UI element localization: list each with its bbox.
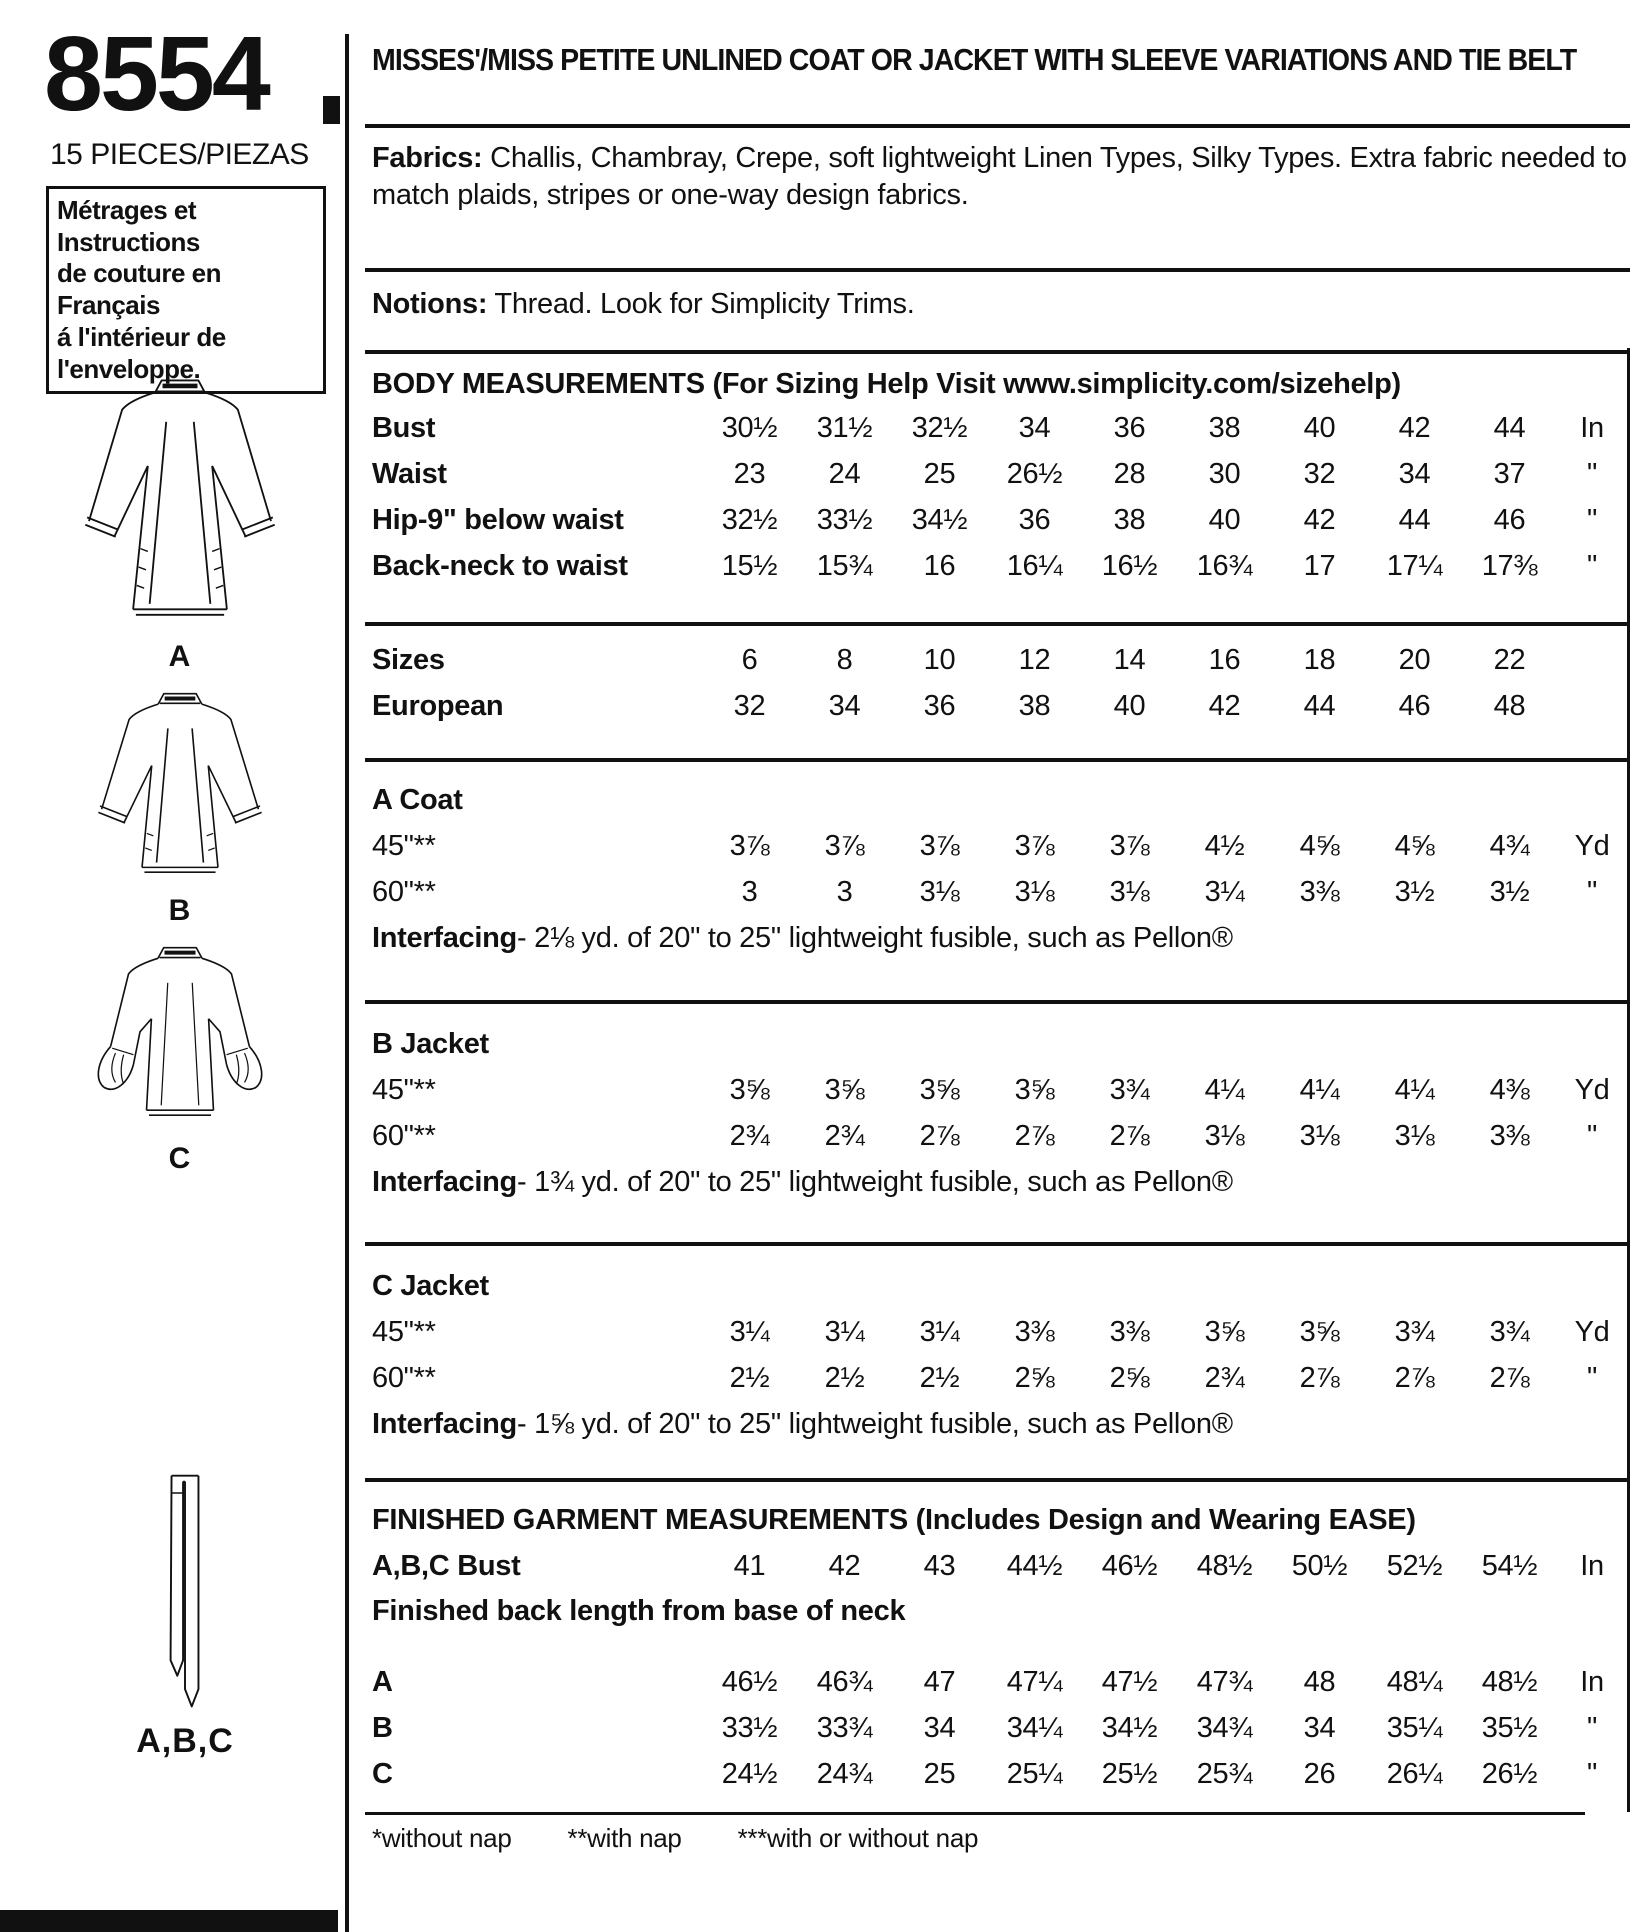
row-label: A: [372, 1666, 393, 1699]
row-label: Bust: [372, 412, 436, 445]
figure-a: [60, 374, 300, 674]
table-row: [372, 638, 1632, 684]
cell-value: 3⅜: [1299, 876, 1340, 909]
unit-cell: Yd: [1574, 830, 1610, 863]
interfacing-label: Interfacing: [372, 1166, 517, 1199]
cell-value: 6: [741, 644, 758, 677]
print-registration-mark: [323, 96, 340, 124]
unit-cell: Yd: [1574, 1074, 1610, 1107]
table-row: [372, 452, 1632, 498]
row-label: 60"**: [372, 1120, 436, 1153]
section-a-interfacing: [372, 916, 1632, 962]
cell-value: 2⅝: [1109, 1362, 1150, 1395]
notions-label: Notions:: [372, 288, 488, 320]
cell-value: 30: [1208, 458, 1241, 491]
table-row: [372, 684, 1632, 730]
french-note-box: [46, 186, 326, 394]
cell-value: 2½: [919, 1362, 960, 1395]
cell-value: 35¼: [1386, 1712, 1443, 1745]
cell-value: 16: [923, 550, 956, 583]
unit-cell: ": [1587, 458, 1597, 491]
cell-value: 48: [1303, 1666, 1336, 1699]
unit-cell: ": [1587, 1362, 1597, 1395]
rule: [365, 268, 1630, 272]
cell-value: 24: [828, 458, 861, 491]
table-row: [372, 544, 1632, 590]
cell-value: 3½: [1394, 876, 1435, 909]
interfacing-text: - 2⅛ yd. of 20" to 25" lightweight fusible, such as Pellon®: [516, 922, 1233, 955]
notions-text: Thread. Look for Simplicity Trims.: [487, 288, 915, 320]
table-row: [372, 1660, 1632, 1706]
jacket-b-line-drawing: [65, 688, 295, 890]
cell-value: 48¼: [1386, 1666, 1443, 1699]
cell-value: 3¾: [1394, 1316, 1435, 1349]
cell-value: 3⅝: [1014, 1074, 1055, 1107]
cell-value: 34¼: [1006, 1712, 1063, 1745]
cell-value: 16: [1208, 644, 1241, 677]
unit-cell: ": [1587, 504, 1597, 537]
row-label: 60"**: [372, 876, 436, 909]
cell-value: 4⅜: [1489, 1074, 1530, 1107]
finished-length-table: [372, 1660, 1632, 1798]
row-label: A,B,C Bust: [372, 1550, 521, 1583]
row-label: C: [372, 1758, 393, 1791]
cell-value: 3⅜: [1109, 1316, 1150, 1349]
cell-value: 46: [1398, 690, 1431, 723]
cell-value: 3¾: [1489, 1316, 1530, 1349]
unit-cell: ": [1587, 1120, 1597, 1153]
cell-value: 3¼: [729, 1316, 770, 1349]
tie-belt-line-drawing: [115, 1468, 255, 1718]
cell-value: 2⅞: [1394, 1362, 1435, 1395]
figure-c-label: C: [168, 1142, 192, 1175]
cell-value: 3⅛: [1014, 876, 1055, 909]
cell-value: 43: [923, 1550, 956, 1583]
cell-value: 3½: [1489, 876, 1530, 909]
section-b-jacket: [372, 1026, 1632, 1206]
french-note-line: á l'intérieur de: [57, 321, 226, 352]
cell-value: 26: [1303, 1758, 1336, 1791]
table-row: [372, 1114, 1632, 1160]
cell-value: 3⅞: [1109, 830, 1150, 863]
cell-value: 44: [1398, 504, 1431, 537]
cell-value: 52½: [1386, 1550, 1443, 1583]
bottom-edge-bar: [0, 1910, 338, 1932]
notions-paragraph: [372, 286, 1632, 323]
cell-value: 16¾: [1196, 550, 1253, 583]
cell-value: 33½: [816, 504, 873, 537]
cell-value: 3⅛: [1299, 1120, 1340, 1153]
cell-value: 2⅞: [919, 1120, 960, 1153]
cell-value: 3⅝: [824, 1074, 865, 1107]
cell-value: 42: [1398, 412, 1431, 445]
cell-value: 36: [923, 690, 956, 723]
section-b-title: B Jacket: [372, 1028, 489, 1060]
section-a-table: [372, 824, 1632, 916]
rule: [365, 1242, 1630, 1246]
unit-cell: Yd: [1574, 1316, 1610, 1349]
cell-value: 3⅝: [1204, 1316, 1245, 1349]
cell-value: 2¾: [729, 1120, 770, 1153]
cell-value: 25: [923, 1758, 956, 1791]
cell-value: 17¼: [1386, 550, 1443, 583]
cell-value: 34½: [1101, 1712, 1158, 1745]
row-label: 45"**: [372, 1074, 436, 1107]
cell-value: 3⅛: [1394, 1120, 1435, 1153]
cell-value: 44: [1303, 690, 1336, 723]
cell-value: 4¼: [1204, 1074, 1245, 1107]
french-note-line: de couture en Français: [57, 258, 221, 321]
table-row: [372, 1544, 1632, 1590]
cell-value: 40: [1208, 504, 1241, 537]
cell-value: 4¼: [1299, 1074, 1340, 1107]
cell-value: 26½: [1481, 1758, 1538, 1791]
pieces-count: 15 PIECES/PIEZAS: [50, 138, 309, 171]
cell-value: 25: [923, 458, 956, 491]
cell-value: 17⅜: [1481, 550, 1538, 583]
vertical-divider: [345, 34, 349, 1932]
cell-value: 2½: [729, 1362, 770, 1395]
finished-subtitle: Finished back length from base of neck: [372, 1595, 906, 1628]
row-label: European: [372, 690, 504, 723]
cell-value: 3¼: [919, 1316, 960, 1349]
finished-title: FINISHED GARMENT MEASUREMENTS (Includes Design and Wearing EASE): [372, 1504, 1416, 1536]
row-label: B: [372, 1712, 393, 1745]
cell-value: 47¾: [1196, 1666, 1253, 1699]
cell-value: 3⅝: [1299, 1316, 1340, 1349]
cell-value: 40: [1303, 412, 1336, 445]
figure-c: [60, 942, 300, 1176]
finished-bust-table: [372, 1544, 1632, 1590]
cell-value: 3⅞: [824, 830, 865, 863]
table-row: [372, 870, 1632, 916]
cell-value: 14: [1113, 644, 1146, 677]
cell-value: 25¼: [1006, 1758, 1063, 1791]
cell-value: 3⅞: [919, 830, 960, 863]
row-label: Waist: [372, 458, 447, 491]
cell-value: 4½: [1204, 830, 1245, 863]
row-label: Hip-9" below waist: [372, 504, 624, 537]
cell-value: 3: [836, 876, 853, 909]
cell-value: 24¾: [816, 1758, 873, 1791]
cell-value: 33½: [721, 1712, 778, 1745]
cell-value: 8: [836, 644, 853, 677]
rule: [365, 350, 1630, 354]
cell-value: 36: [1113, 412, 1146, 445]
cell-value: 40: [1113, 690, 1146, 723]
footnote-rule: [365, 1812, 1585, 1815]
cell-value: 37: [1493, 458, 1526, 491]
unit-cell: ": [1587, 550, 1597, 583]
cell-value: 2⅞: [1299, 1362, 1340, 1395]
row-label: Sizes: [372, 644, 445, 677]
rule: [365, 1000, 1630, 1004]
table-row: [372, 1706, 1632, 1752]
cell-value: 2⅞: [1109, 1120, 1150, 1153]
cell-value: 2¾: [1204, 1362, 1245, 1395]
cell-value: 18: [1303, 644, 1336, 677]
cell-value: 15½: [721, 550, 778, 583]
french-note-line: l'enveloppe.: [57, 353, 201, 384]
cell-value: 25¾: [1196, 1758, 1253, 1791]
cell-value: 41: [733, 1550, 766, 1583]
cell-value: 32½: [721, 504, 778, 537]
row-label: 45"**: [372, 830, 436, 863]
cell-value: 22: [1493, 644, 1526, 677]
cell-value: 17: [1303, 550, 1336, 583]
cell-value: 20: [1398, 644, 1431, 677]
cell-value: 34: [1398, 458, 1431, 491]
fabrics-paragraph: [372, 140, 1632, 214]
interfacing-text: - 1¾ yd. of 20" to 25" lightweight fusible, such as Pellon®: [516, 1166, 1233, 1199]
cell-value: 3⅝: [919, 1074, 960, 1107]
cell-value: 3⅝: [729, 1074, 770, 1107]
table-row: [372, 824, 1632, 870]
cell-value: 2⅝: [1014, 1362, 1055, 1395]
cell-value: 15¾: [816, 550, 873, 583]
cell-value: 24½: [721, 1758, 778, 1791]
cell-value: 3⅞: [1014, 830, 1055, 863]
unit-cell: ": [1587, 876, 1597, 909]
table-row: [372, 1356, 1632, 1402]
figure-b: [60, 688, 300, 928]
cell-value: 4⅝: [1299, 830, 1340, 863]
cell-value: 16½: [1101, 550, 1158, 583]
footnote-item: ***with or without nap: [737, 1823, 979, 1853]
cell-value: 42: [828, 1550, 861, 1583]
cell-value: 3¼: [824, 1316, 865, 1349]
footnote-item: *without nap: [372, 1823, 512, 1853]
cell-value: 3⅛: [1109, 876, 1150, 909]
cell-value: 34½: [911, 504, 968, 537]
interfacing-text: - 1⅝ yd. of 20" to 25" lightweight fusible, such as Pellon®: [516, 1408, 1233, 1441]
cell-value: 34: [1018, 412, 1051, 445]
finished-measurements-section: [372, 1502, 1632, 1798]
cell-value: 46: [1493, 504, 1526, 537]
cell-value: 35½: [1481, 1712, 1538, 1745]
unit-cell: In: [1580, 412, 1604, 445]
cell-value: 28: [1113, 458, 1146, 491]
cell-value: 44: [1493, 412, 1526, 445]
row-label: 45"**: [372, 1316, 436, 1349]
jacket-c-line-drawing: [65, 942, 295, 1138]
cell-value: 23: [733, 458, 766, 491]
cell-value: 42: [1208, 690, 1241, 723]
cell-value: 2¾: [824, 1120, 865, 1153]
rule: [365, 1478, 1630, 1482]
row-label: Back-neck to waist: [372, 550, 628, 583]
cell-value: 16¼: [1006, 550, 1063, 583]
figure-b-label: B: [168, 894, 192, 927]
cell-value: 4¼: [1394, 1074, 1435, 1107]
cell-value: 34: [828, 690, 861, 723]
cell-value: 34: [923, 1712, 956, 1745]
nap-footnote: [372, 1822, 1632, 1855]
cell-value: 48½: [1196, 1550, 1253, 1583]
table-row: [372, 1068, 1632, 1114]
cell-value: 54½: [1481, 1550, 1538, 1583]
cell-value: 4¾: [1489, 830, 1530, 863]
row-label: 60"**: [372, 1362, 436, 1395]
section-c-interfacing: [372, 1402, 1632, 1448]
cell-value: 3¼: [1204, 876, 1245, 909]
cell-value: 3⅛: [919, 876, 960, 909]
section-c-table: [372, 1310, 1632, 1402]
cell-value: 26½: [1006, 458, 1063, 491]
section-a-coat: [372, 782, 1632, 962]
table-row: [372, 1752, 1632, 1798]
cell-value: 25½: [1101, 1758, 1158, 1791]
cell-value: 3: [741, 876, 758, 909]
table-row: [372, 406, 1632, 452]
page-title: MISSES'/MISS PETITE UNLINED COAT OR JACKET WITH SLEEVE VARIATIONS AND TIE BELT: [372, 42, 1577, 77]
interfacing-label: Interfacing: [372, 922, 517, 955]
section-c-title: C Jacket: [372, 1270, 489, 1302]
cell-value: 48½: [1481, 1666, 1538, 1699]
unit-cell: In: [1580, 1666, 1604, 1699]
section-c-jacket: [372, 1268, 1632, 1448]
cell-value: 34: [1303, 1712, 1336, 1745]
rule: [365, 124, 1630, 128]
cell-value: 46½: [1101, 1550, 1158, 1583]
cell-value: 46¾: [816, 1666, 873, 1699]
table-row: [372, 1310, 1632, 1356]
body-measurements-table: [372, 406, 1632, 590]
rule: [365, 758, 1630, 762]
cell-value: 32: [1303, 458, 1336, 491]
cell-value: 3⅜: [1014, 1316, 1055, 1349]
cell-value: 30½: [721, 412, 778, 445]
figure-a-label: A: [168, 640, 192, 673]
cell-value: 42: [1303, 504, 1336, 537]
cell-value: 31½: [816, 412, 873, 445]
footnote-item: **with nap: [567, 1823, 682, 1853]
cell-value: 47: [923, 1666, 956, 1699]
cell-value: 2⅞: [1489, 1362, 1530, 1395]
coat-a-line-drawing: [65, 374, 295, 636]
cell-value: 38: [1018, 690, 1051, 723]
cell-value: 4⅝: [1394, 830, 1435, 863]
body-measurements-title: BODY MEASUREMENTS (For Sizing Help Visit www.simplicity.com/sizehelp): [372, 368, 1401, 400]
figure-belt-label: A,B,C: [136, 1722, 234, 1760]
unit-cell: ": [1587, 1712, 1597, 1745]
fabrics-text: Challis, Chambray, Crepe, soft lightweight Linen Types, Silky Types. Extra fabric needed to match plaids, stripes or one-way design fabrics.: [372, 142, 1627, 212]
cell-value: 3⅞: [729, 830, 770, 863]
section-b-table: [372, 1068, 1632, 1160]
cell-value: 10: [923, 644, 956, 677]
cell-value: 3¾: [1109, 1074, 1150, 1107]
cell-value: 34¾: [1196, 1712, 1253, 1745]
cell-value: 2⅞: [1014, 1120, 1055, 1153]
cell-value: 48: [1493, 690, 1526, 723]
cell-value: 26¼: [1386, 1758, 1443, 1791]
cell-value: 38: [1113, 504, 1146, 537]
fabrics-label: Fabrics:: [372, 142, 483, 174]
section-b-interfacing: [372, 1160, 1632, 1206]
cell-value: 12: [1018, 644, 1051, 677]
cell-value: 47½: [1101, 1666, 1158, 1699]
cell-value: 33¾: [816, 1712, 873, 1745]
cell-value: 38: [1208, 412, 1241, 445]
cell-value: 44½: [1006, 1550, 1063, 1583]
interfacing-label: Interfacing: [372, 1408, 517, 1441]
cell-value: 36: [1018, 504, 1051, 537]
unit-cell: In: [1580, 1550, 1604, 1583]
section-a-title: A Coat: [372, 784, 463, 816]
pattern-number: 8554: [44, 15, 268, 133]
cell-value: 46½: [721, 1666, 778, 1699]
cell-value: 47¼: [1006, 1666, 1063, 1699]
cell-value: 2½: [824, 1362, 865, 1395]
cell-value: 3⅛: [1204, 1120, 1245, 1153]
cell-value: 32: [733, 690, 766, 723]
rule: [365, 622, 1630, 626]
figure-belt: [90, 1468, 280, 1761]
cell-value: 32½: [911, 412, 968, 445]
french-note-line: Métrages et Instructions: [57, 195, 200, 257]
sizes-table: [372, 638, 1632, 730]
cell-value: 50½: [1291, 1550, 1348, 1583]
table-row: [372, 498, 1632, 544]
cell-value: 3⅜: [1489, 1120, 1530, 1153]
unit-cell: ": [1587, 1758, 1597, 1791]
